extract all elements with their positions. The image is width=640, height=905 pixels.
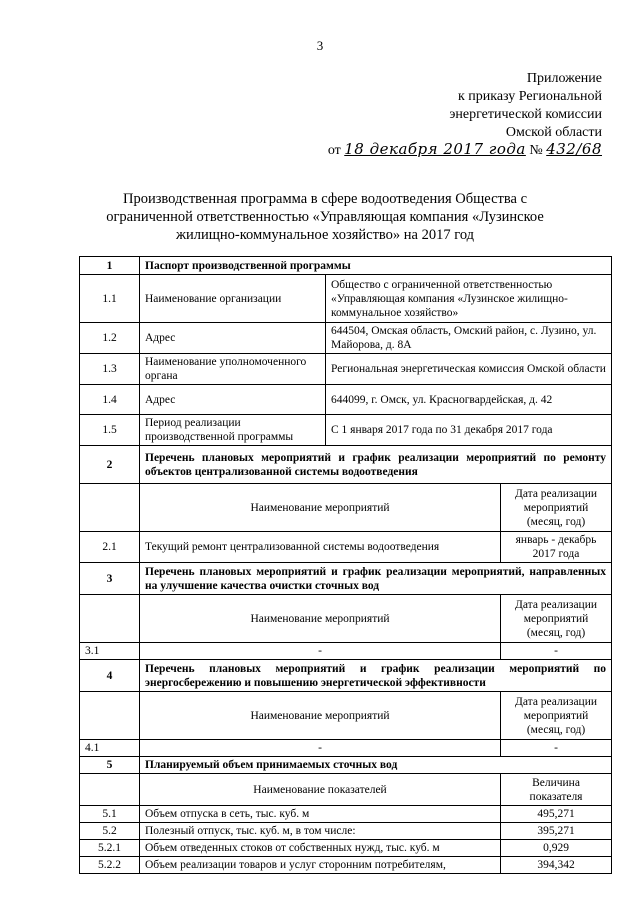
blank-cell bbox=[80, 484, 140, 532]
row-value: Общество с ограниченной ответственностью «Управляющая компания «Лузинское жилищно-коммунальное хозяйство» bbox=[326, 275, 612, 323]
row-value: С 1 января 2017 года по 31 декабря 2017 года bbox=[326, 415, 612, 446]
section-title: Планируемый объем принимаемых сточных вод bbox=[140, 757, 612, 774]
section-title: Перечень плановых мероприятий и график реализации мероприятий по ремонту объектов централизованной системы водоотведения bbox=[140, 446, 612, 484]
section-title: Перечень плановых мероприятий и график реализации мероприятий, направленных на улучшение качества очистки сточных вод bbox=[140, 563, 612, 595]
table-row bbox=[80, 806, 612, 823]
row-name: Полезный отпуск, тыс. куб. м, в том числе: bbox=[140, 823, 501, 840]
table-row bbox=[80, 532, 612, 563]
column-header: Наименование показателей bbox=[140, 774, 501, 806]
section-title: Перечень плановых мероприятий и график реализации мероприятий по энергосбережению и повышению энергетической эффективности bbox=[140, 660, 612, 692]
blank-cell bbox=[80, 692, 140, 740]
row-number: 4.1 bbox=[80, 740, 140, 757]
appendix-line: Приложение bbox=[526, 71, 602, 86]
table-row bbox=[80, 354, 612, 385]
order-date-line bbox=[328, 140, 602, 159]
row-value: 0,929 bbox=[501, 840, 612, 857]
row-value: 394,342 bbox=[501, 857, 612, 874]
column-header: Наименование мероприятий bbox=[140, 692, 501, 740]
column-header: Дата реализации мероприятий (месяц, год) bbox=[501, 692, 612, 740]
blank-cell bbox=[80, 595, 140, 643]
row-number: 5.2.1 bbox=[80, 840, 140, 857]
row-date: - bbox=[501, 740, 612, 757]
section-number: 2 bbox=[80, 446, 140, 484]
number-prefix: № bbox=[529, 143, 543, 158]
column-header-row bbox=[80, 484, 612, 532]
page-number: 3 bbox=[316, 38, 324, 53]
table-row bbox=[80, 323, 612, 354]
row-value: 644504, Омская область, Омский район, с. Лузино, ул. Майорова, д. 8А bbox=[326, 323, 612, 354]
row-name: Объем реализации товаров и услуг сторонним потребителям, bbox=[140, 857, 501, 874]
row-date: январь - декабрь 2017 года bbox=[501, 532, 612, 563]
table-row bbox=[80, 415, 612, 446]
table-row bbox=[80, 275, 612, 323]
section-header bbox=[80, 257, 612, 275]
row-number: 1.1 bbox=[80, 275, 140, 323]
column-header: Величина показателя bbox=[501, 774, 612, 806]
row-number: 2.1 bbox=[80, 532, 140, 563]
section-header bbox=[80, 757, 612, 774]
row-number: 1.2 bbox=[80, 323, 140, 354]
table-row bbox=[80, 840, 612, 857]
section-header bbox=[80, 563, 612, 595]
row-label: Наименование организации bbox=[140, 275, 326, 323]
row-name: Объем отведенных стоков от собственных нужд, тыс. куб. м bbox=[140, 840, 501, 857]
table-row bbox=[80, 823, 612, 840]
row-name: - bbox=[140, 740, 501, 757]
row-label: Наименование уполномоченного органа bbox=[140, 354, 326, 385]
row-value: 644099, г. Омск, ул. Красногвардейская, д. 42 bbox=[326, 385, 612, 415]
table-row bbox=[80, 643, 612, 660]
section-header bbox=[80, 660, 612, 692]
row-value: 495,271 bbox=[501, 806, 612, 823]
appendix-line: энергетической комиссии bbox=[449, 107, 602, 122]
row-name: Текущий ремонт централизованной системы водоотведения bbox=[140, 532, 501, 563]
date-prefix: от bbox=[327, 143, 341, 158]
row-number: 5.2 bbox=[80, 823, 140, 840]
handwritten-date: 18 декабря 2017 года bbox=[344, 140, 526, 158]
row-value: Региональная энергетическая комиссия Омской области bbox=[326, 354, 612, 385]
row-number: 1.3 bbox=[80, 354, 140, 385]
table-row bbox=[80, 857, 612, 874]
handwritten-number: 432/68 bbox=[546, 140, 602, 158]
appendix-line: к приказу Региональной bbox=[457, 89, 602, 104]
section-number: 3 bbox=[80, 563, 140, 595]
table-row bbox=[80, 385, 612, 415]
row-number: 1.4 bbox=[80, 385, 140, 415]
section-number: 4 bbox=[80, 660, 140, 692]
section-title: Паспорт производственной программы bbox=[140, 257, 612, 275]
row-name: Объем отпуска в сеть, тыс. куб. м bbox=[140, 806, 501, 823]
row-name: - bbox=[140, 643, 501, 660]
row-label: Адрес bbox=[140, 385, 326, 415]
appendix-line: Омской области bbox=[505, 125, 602, 140]
row-value: 395,271 bbox=[501, 823, 612, 840]
row-number: 3.1 bbox=[80, 643, 140, 660]
column-header-row bbox=[80, 595, 612, 643]
document-title: Производственная программа в сфере водоотведения Общества с ограниченной ответственностью «Управляющая компания «Лузинское жилищно-коммунальное хозяйство» на 2017 год bbox=[106, 191, 544, 243]
column-header: Дата реализации мероприятий (месяц, год) bbox=[501, 595, 612, 643]
row-number: 5.1 bbox=[80, 806, 140, 823]
column-header-row bbox=[80, 774, 612, 806]
column-header: Дата реализации мероприятий (месяц, год) bbox=[501, 484, 612, 532]
table-row bbox=[80, 740, 612, 757]
row-number: 1.5 bbox=[80, 415, 140, 446]
section-number: 5 bbox=[80, 757, 140, 774]
section-number: 1 bbox=[80, 257, 140, 275]
blank-cell bbox=[80, 774, 140, 806]
column-header-row bbox=[80, 692, 612, 740]
program-table bbox=[79, 256, 612, 874]
row-date: - bbox=[501, 643, 612, 660]
row-label: Адрес bbox=[140, 323, 326, 354]
column-header: Наименование мероприятий bbox=[140, 595, 501, 643]
row-label: Период реализации производственной программы bbox=[140, 415, 326, 446]
appendix-block bbox=[449, 70, 602, 142]
column-header: Наименование мероприятий bbox=[140, 484, 501, 532]
section-header bbox=[80, 446, 612, 484]
row-number: 5.2.2 bbox=[80, 857, 140, 874]
